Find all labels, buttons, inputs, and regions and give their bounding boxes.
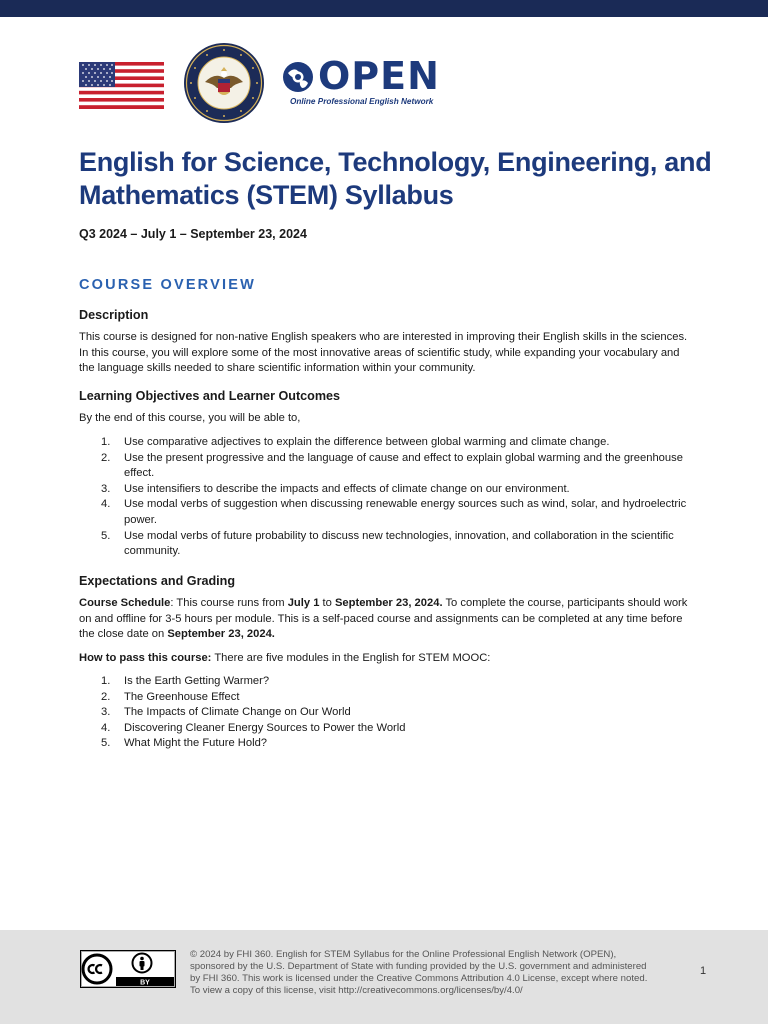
- open-logo: [280, 54, 440, 109]
- list-item: 4. Use modal verbs of suggestion when discussing renewable energy sources such as wind, solar, and hydroelectric power.: [101, 498, 687, 526]
- cc-by-label: BY: [140, 979, 150, 987]
- open-subtitle: Online Professional English Network: [290, 97, 434, 106]
- list-item: 5. Use modal verbs of future probability to discuss new technologies, innovation, and collaboration in the scientific community.: [101, 529, 674, 558]
- schedule-label: Course Schedule: [79, 597, 171, 609]
- description-heading: Description: [79, 308, 149, 322]
- list-item: 2. Use the present progressive and the language of cause and effect to explain global warming and the greenhouse effect.: [101, 451, 683, 480]
- top-bar: [0, 0, 768, 17]
- expectations-heading: Expectations and Grading: [79, 574, 236, 588]
- module-text: The Impacts of Climate Change on Our World: [124, 706, 351, 719]
- state-department-seal-icon: [183, 42, 265, 124]
- objective-text: Use intensifiers to describe the impacts and effects of climate change on our environment.: [124, 482, 570, 495]
- open-wordmark: OPEN: [318, 54, 440, 98]
- objectives-intro: By the end of this course, you will be able to,: [79, 412, 301, 424]
- objective-text: Use modal verbs of future probability to discuss new technologies, innovation, and collaboration in the scientific community.: [124, 529, 674, 558]
- pass-course-text: How to pass this course: There are five modules in the English for STEM MOOC:: [79, 652, 491, 664]
- module-text: Discovering Cleaner Energy Sources to Power the World: [124, 721, 406, 734]
- creative-commons-badge[interactable]: [80, 950, 176, 988]
- objective-text: Use comparative adjectives to explain the difference between global warming and climate change.: [124, 436, 610, 448]
- page-footer: [0, 930, 768, 1024]
- list-item: 1. Use comparative adjectives to explain the difference between global warming and climate change.: [101, 436, 610, 448]
- section-title-course-overview: COURSE OVERVIEW: [79, 277, 256, 293]
- objective-text: Use the present progressive and the language of cause and effect to explain global warming and the greenhouse effect.: [124, 451, 683, 480]
- module-text: Is the Earth Getting Warmer?: [124, 675, 270, 687]
- module-text: The Greenhouse Effect: [124, 690, 240, 703]
- course-dates: Q3 2024 – July 1 – September 23, 2024: [79, 227, 307, 241]
- attribution-person-icon: [133, 954, 152, 973]
- creative-commons-icon: [83, 955, 111, 983]
- page-number: 1: [700, 965, 707, 977]
- list-item: 3. The Impacts of Climate Change on Our World: [101, 706, 351, 719]
- open-globe-icon: [280, 59, 316, 95]
- modules-list: [79, 674, 699, 752]
- license-text: © 2024 by FHI 360. English for STEM Syllabus for the Online Professional English Network (OPEN), sponsored by the U.S. Department of State with funding provided by the U.S. government and administered by FHI 360. This work is licensed under the Creative Commons Attribution 4.0 License, except where noted. To view a copy of this license, visit http://creativecommons.org/licenses/by/4.0/: [190, 949, 648, 996]
- list-item: 3. Use intensifiers to describe the impacts and effects of climate change on our environment.: [101, 482, 570, 495]
- list-item: 1. Is the Earth Getting Warmer?: [101, 675, 270, 687]
- list-item: 2. The Greenhouse Effect: [101, 690, 240, 703]
- header-logos: [79, 42, 439, 127]
- objective-text: Use modal verbs of suggestion when discussing renewable energy sources such as wind, solar, and hydroelectric power.: [124, 498, 687, 526]
- list-item: 4. Discovering Cleaner Energy Sources to Power the World: [101, 721, 406, 734]
- page-title: English for Science, Technology, Engineering, and Mathematics (STEM) Syllabus: [79, 147, 712, 210]
- list-item: 5. What Might the Future Hold?: [101, 737, 268, 750]
- objectives-list: [79, 435, 699, 560]
- module-text: What Might the Future Hold?: [124, 737, 268, 750]
- us-flag-icon: [79, 62, 164, 109]
- description-text: This course is designed for non-native English speakers who are interested in improving their English skills in the sciences. In this course, you will explore some of the most innovative areas of scientific study, while expanding your vocabulary and the language skills needed to share scientific information within your community.: [79, 331, 688, 375]
- course-schedule-text: Course Schedule: This course runs from July 1 to September 23, 2024. To complete the course, participants should work on and offline for 3-5 hours per module. This is a self-paced course and assignments can be completed at any time before the close date on September 23, 2024.: [79, 597, 688, 641]
- objectives-heading: Learning Objectives and Learner Outcomes: [79, 389, 341, 403]
- pass-label: How to pass this course:: [79, 652, 212, 664]
